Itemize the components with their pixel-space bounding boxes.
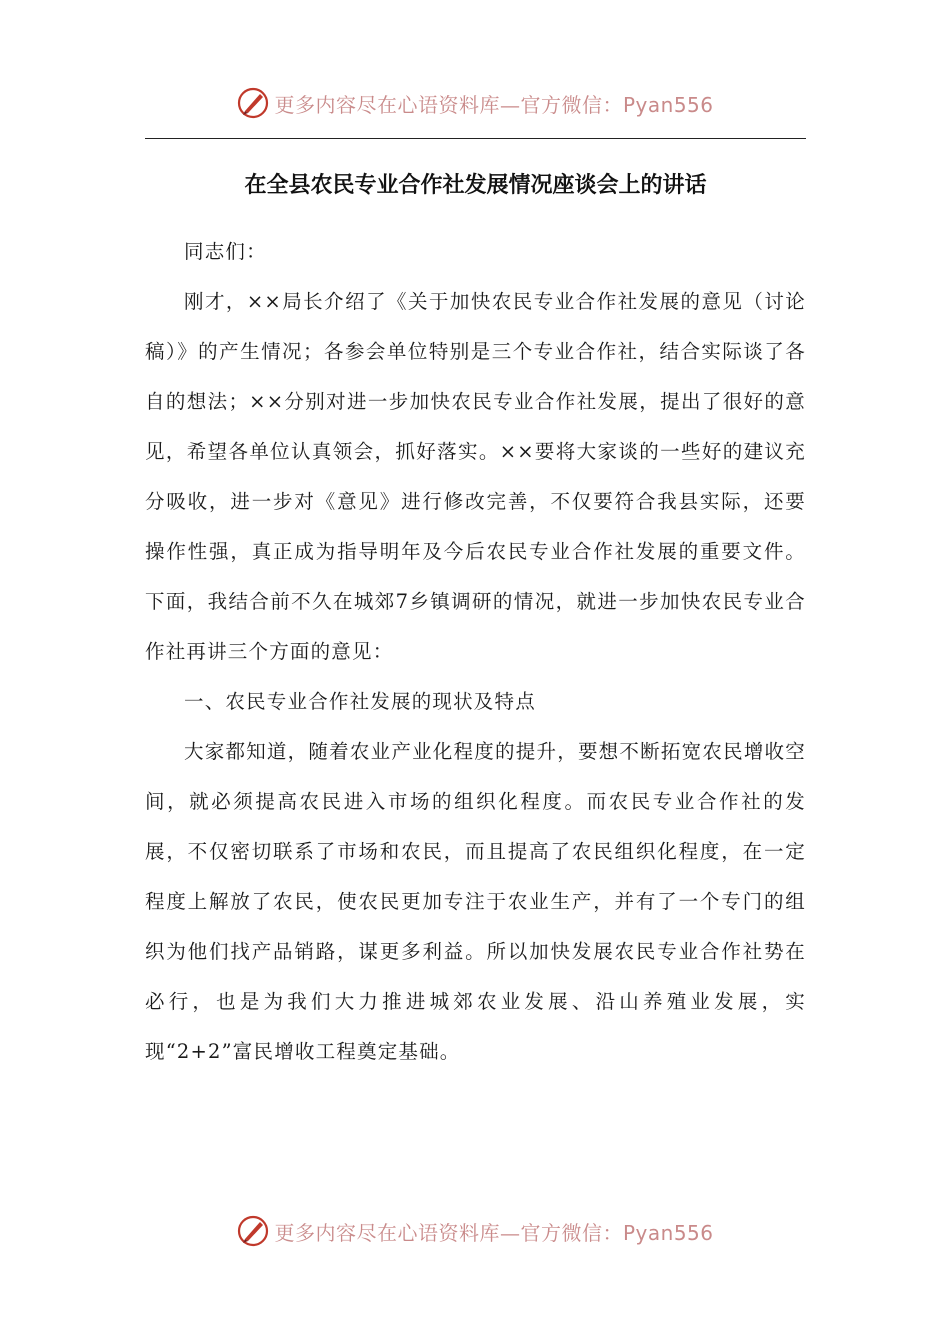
section-heading: 一、农民专业合作社发展的现状及特点 [184,690,536,713]
footer-watermark [0,1211,950,1251]
watermark-text: 更多内容尽在心语资料库—官方微信：Pyan556 [274,92,714,117]
watermark-text: 更多内容尽在心语资料库—官方微信：Pyan556 [274,1220,714,1245]
paragraph: 刚才，××局长介绍了《关于加快农民专业合作社发展的意见（讨论稿）》的产生情况；各参会单位特别是三个专业合作社，结合实际谈了各自的想法；××分别对进一步加快农民专业合作社发展，提出了很好的意见，希望各单位认真领会，抓好落实。××要将大家谈的一些好的建议充分吸收，进一步对《意见》进行修改完善，不仅要符合我县实际，还要操作性强，真正成为指导明年及今后农民专业合作社发展的重要文件。下面，我结合前不久在城郊7乡镇调研的情况，就进一步加快农民专业合作社再讲三个方面的意见： [145,290,806,663]
pen-logo-icon [236,1214,270,1248]
salutation: 同志们： [184,240,267,263]
paragraph: 大家都知道，随着农业产业化程度的提升，要想不断拓宽农民增收空间，就必须提高农民进入市场的组织化程度。而农民专业合作社的发展，不仅密切联系了市场和农民，而且提高了农民组织化程度，在一定程度上解放了农民，使农民更加专注于农业生产，并有了一个专门的组织为他们找产品销路，谋更多利益。所以加快发展农民专业合作社势在必行，也是为我们大力推进城郊农业发展、沿山养殖业发展，实现“2+2”富民增收工程奠定基础。 [145,740,806,1063]
watermark-contact: Pyan556 [622,1220,714,1245]
pen-logo-icon [236,86,270,120]
header-divider [145,138,806,139]
document-body [145,227,806,1077]
document-title: 在全县农民专业合作社发展情况座谈会上的讲话 [244,173,707,198]
watermark-contact: Pyan556 [622,92,714,117]
header-watermark [0,83,950,123]
